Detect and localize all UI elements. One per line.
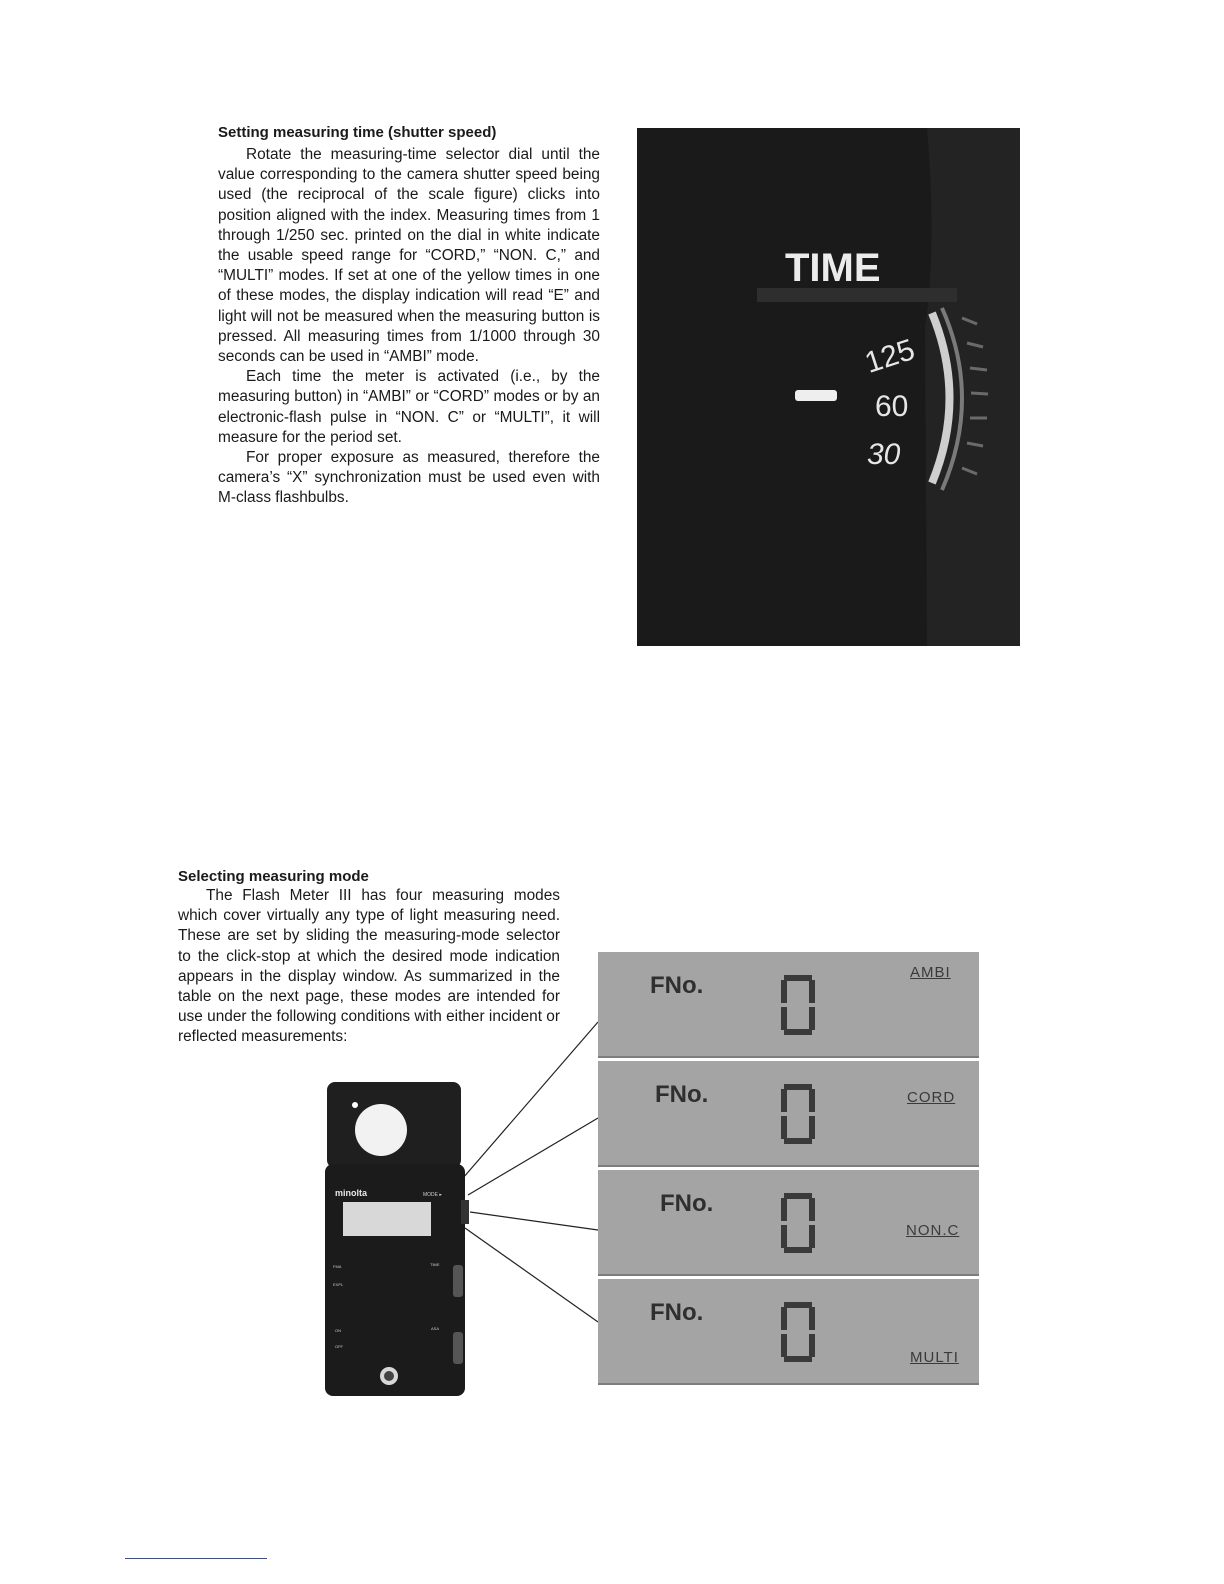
mode-indicator-ambi: AMBI bbox=[910, 964, 951, 981]
seven-segment-digit bbox=[778, 1301, 818, 1363]
fno-label: FNo. bbox=[655, 1081, 709, 1108]
fno-label: FNo. bbox=[660, 1190, 714, 1217]
dial-value: 60 bbox=[875, 390, 909, 423]
seven-segment-digit bbox=[778, 1192, 818, 1254]
seven-segment-digit bbox=[778, 974, 818, 1036]
meter-label: ON bbox=[335, 1328, 341, 1333]
lcd-panel-non-c bbox=[598, 1170, 979, 1276]
meter-label: TIME bbox=[430, 1262, 440, 1267]
seven-segment-digit bbox=[778, 1083, 818, 1145]
paragraph: Rotate the measuring-time selector dial until the value corresponding to the camera shutter speed being used (the reciprocal of the scale figure) clicks into position aligned with the index. Measuring times from 1 through 1/250 sec. printed on the dial in white indicate the usable speed range for “CORD,” “NON. C,” and “MULTI” modes. If set at one of the yellow times in one of these modes, the display indication will read “E” and light will not be measured when the measuring button is pressed. All measuring times from 1/1000 through 30 seconds can be used in “AMBI” mode. bbox=[218, 146, 600, 366]
mode-indicator-cord: CORD bbox=[907, 1089, 956, 1106]
mode-label: MODE ▸ bbox=[423, 1192, 442, 1198]
flash-meter-device bbox=[325, 1080, 475, 1400]
paragraph: Each time the meter is activated (i.e., by the measuring button) in “AMBI” or “CORD” modes or by an electronic-flash pulse in “NON. C” or “MULTI”, it will measure for the period set. bbox=[218, 368, 600, 446]
footer-rule bbox=[125, 1558, 267, 1559]
section-heading-measuring-mode: Selecting measuring mode bbox=[178, 868, 369, 885]
mode-indicator-non-c: NON.C bbox=[906, 1222, 960, 1239]
section-heading-measuring-time: Setting measuring time (shutter speed) bbox=[218, 124, 497, 141]
time-dial bbox=[453, 1265, 463, 1297]
meter-label: OFF bbox=[335, 1344, 343, 1349]
meter-label: EXPL bbox=[333, 1282, 344, 1287]
paragraph: The Flash Meter III has four measuring modes which cover virtually any type of light measuring need. These are set by sliding the measuring-mode selector to the click-stop at which the desired mode indication appears in the display window. As summarized in the table on the next page, these modes are intended for use under the following conditions with either incident or reflected measurements: bbox=[178, 887, 560, 1046]
time-label: TIME bbox=[785, 246, 881, 290]
lcd-panel-ambi bbox=[598, 952, 979, 1058]
lcd-panel-multi bbox=[598, 1279, 979, 1385]
lcd-panel-cord bbox=[598, 1061, 979, 1167]
mode-indicator-multi: MULTI bbox=[910, 1349, 959, 1366]
display-window bbox=[343, 1202, 431, 1236]
meter-label: FMA bbox=[333, 1264, 342, 1269]
fno-label: FNo. bbox=[650, 972, 704, 999]
dial-value: 125 bbox=[860, 333, 919, 380]
mode-selector bbox=[461, 1200, 469, 1224]
light-receptor bbox=[355, 1104, 407, 1156]
dial-value: 30 bbox=[867, 438, 901, 471]
paragraph: For proper exposure as measured, therefore the camera’s “X” synchronization must be used even with M-class flashbulbs. bbox=[218, 449, 600, 507]
fno-label: FNo. bbox=[650, 1299, 704, 1326]
asa-dial bbox=[453, 1332, 463, 1364]
meter-label: ASA bbox=[431, 1326, 440, 1331]
brand-label: minolta bbox=[335, 1188, 368, 1198]
